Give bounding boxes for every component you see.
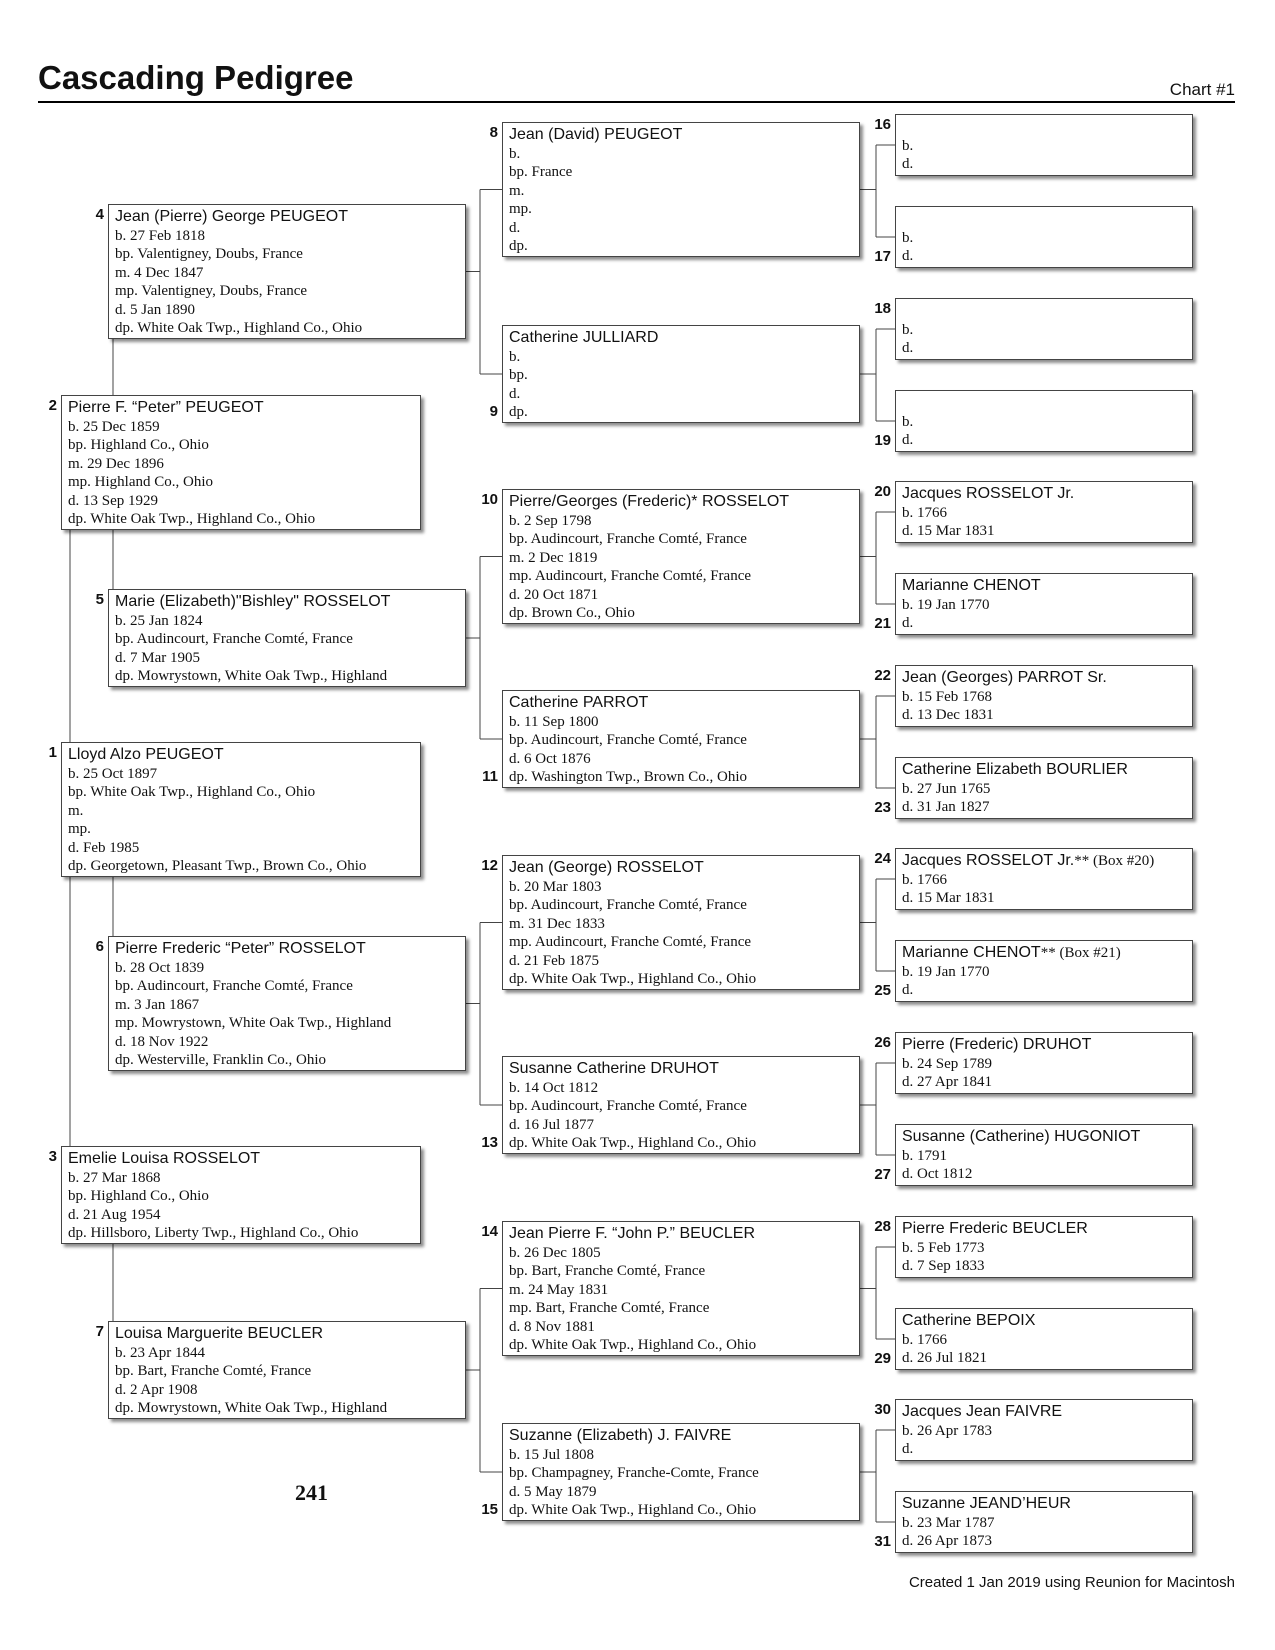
person-name-text: Emelie Louisa ROSSELOT	[68, 1150, 261, 1167]
person-detail-line: d. 6 Oct 1876	[509, 750, 591, 767]
person-detail-line: b. 25 Dec 1859	[68, 419, 160, 435]
person-detail-line: mp.	[509, 201, 532, 218]
person-name	[115, 1324, 459, 1344]
person-detail-line: d.	[902, 432, 914, 449]
person-detail-line: m.	[68, 802, 84, 819]
person-detail-line: bp. France	[509, 164, 573, 181]
person-box-30	[895, 1399, 1193, 1461]
person-box-17	[895, 206, 1193, 268]
person-name	[509, 328, 853, 348]
person-name	[902, 1402, 1186, 1422]
person-box-6	[108, 936, 466, 1071]
person-detail-line: bp. Highland Co., Ohio	[68, 437, 209, 454]
person-box-27	[895, 1124, 1193, 1186]
person-box-19	[895, 390, 1193, 452]
person-detail-line: b. 5 Feb 1773	[902, 1240, 985, 1256]
footer-created: Created 1 Jan 2019 using Reunion for Macintosh	[908, 1574, 1235, 1591]
person-name	[509, 858, 853, 878]
page-title: Cascading Pedigree	[38, 59, 354, 96]
person-detail-line: bp. Bart, Franche Comté, France	[115, 1363, 312, 1380]
person-detail-line: d. 27 Apr 1841	[902, 1074, 992, 1091]
person-detail-line: b. 19 Jan 1770	[902, 597, 990, 613]
person-name-text: Catherine PARROT	[509, 694, 649, 711]
person-box-1	[61, 742, 421, 877]
person-number: 14	[481, 1223, 498, 1240]
person-name-text: Pierre Frederic “Peter” ROSSELOT	[115, 940, 366, 957]
person-name	[509, 492, 853, 512]
person-detail-line: d.	[902, 156, 914, 173]
person-name	[902, 668, 1186, 688]
person-detail-line: b. 27 Feb 1818	[115, 228, 205, 244]
person-detail-line: bp. Valentigney, Doubs, France	[115, 246, 303, 263]
person-detail-line: dp. Hillsboro, Liberty Twp., Highland Co., Ohio	[68, 1225, 359, 1242]
person-name-text: Jean (George) ROSSELOT	[509, 859, 704, 876]
person-name	[509, 693, 853, 713]
person-name	[509, 1059, 853, 1079]
person-detail-line: b. 2 Sep 1798	[509, 513, 592, 529]
person-name-text: Catherine BEPOIX	[902, 1312, 1036, 1329]
person-number: 10	[481, 491, 498, 508]
person-box-12	[502, 855, 860, 990]
person-detail-line: b. 27 Mar 1868	[68, 1170, 161, 1186]
person-detail-line: mp. Audincourt, Franche Comté, France	[509, 934, 752, 951]
person-name	[902, 484, 1186, 504]
person-detail-line: b. 23 Apr 1844	[115, 1345, 205, 1361]
person-name-text: Catherine JULLIARD	[509, 329, 659, 346]
person-detail-line: d.	[902, 982, 914, 999]
person-detail-line: b. 11 Sep 1800	[509, 714, 599, 730]
person-detail-line: bp. White Oak Twp., Highland Co., Ohio	[68, 784, 316, 801]
person-detail-line: dp. White Oak Twp., Highland Co., Ohio	[115, 320, 363, 337]
person-number: 17	[874, 248, 891, 265]
person-detail-line: dp. White Oak Twp., Highland Co., Ohio	[68, 511, 316, 528]
page-number: 241	[295, 1480, 328, 1505]
person-number: 26	[874, 1034, 891, 1051]
person-box-5	[108, 589, 466, 687]
person-name-text: Marianne CHENOT	[902, 944, 1041, 961]
person-detail-line: b. 1766	[902, 505, 947, 521]
person-number: 7	[95, 1323, 104, 1340]
person-detail-line: b.	[902, 230, 914, 246]
person-name	[902, 943, 1186, 963]
person-detail-line: b. 26 Dec 1805	[509, 1245, 601, 1261]
person-name	[902, 1035, 1186, 1055]
person-detail-line: b. 27 Jun 1765	[902, 781, 991, 797]
person-detail-line: m.	[509, 182, 525, 199]
person-detail-line: mp. Valentigney, Doubs, France	[115, 283, 308, 300]
person-detail-line: d.	[902, 248, 914, 265]
person-name-text: Susanne Catherine DRUHOT	[509, 1060, 719, 1077]
person-detail-line: d. 8 Nov 1881	[509, 1318, 595, 1335]
person-box-21	[895, 573, 1193, 635]
person-name	[115, 939, 459, 959]
person-box-4	[108, 204, 466, 339]
person-number: 6	[95, 938, 104, 955]
person-name	[68, 745, 414, 765]
person-detail-line: b. 14 Oct 1812	[509, 1080, 599, 1096]
person-name-text: Pierre F. “Peter” PEUGEOT	[68, 399, 264, 416]
person-number: 20	[874, 483, 891, 500]
person-name-text: Jacques ROSSELOT Jr.	[902, 852, 1075, 869]
person-name	[68, 398, 414, 418]
person-detail-line: d. 13 Sep 1929	[68, 492, 158, 509]
person-detail-line: mp. Highland Co., Ohio	[68, 474, 213, 491]
person-number: 5	[95, 591, 104, 608]
person-detail-line: bp. Bart, Franche Comté, France	[509, 1263, 706, 1280]
person-number: 29	[874, 1350, 891, 1367]
person-detail-line: b. 15 Jul 1808	[509, 1447, 595, 1463]
person-name-text: Susanne (Catherine) HUGONIOT	[902, 1128, 1141, 1145]
person-detail-line: d. 13 Dec 1831	[902, 707, 994, 724]
person-detail-line: d.	[902, 1441, 914, 1458]
person-name	[115, 207, 459, 227]
person-detail-line: b. 26 Apr 1783	[902, 1423, 992, 1439]
person-box-26	[895, 1032, 1193, 1094]
person-number: 28	[874, 1218, 891, 1235]
person-detail-line: bp. Audincourt, Franche Comté, France	[115, 631, 353, 648]
person-detail-line: dp. Westerville, Franklin Co., Ohio	[115, 1052, 326, 1069]
person-name	[115, 592, 459, 612]
person-number: 19	[874, 432, 891, 449]
person-box-15	[502, 1423, 860, 1521]
person-number: 3	[48, 1148, 57, 1165]
person-number: 24	[874, 850, 891, 867]
person-box-25	[895, 940, 1193, 1002]
person-number: 12	[481, 857, 498, 874]
person-detail-line: d. Feb 1985	[68, 839, 140, 856]
person-number: 18	[874, 300, 891, 317]
chart-number: Chart #1	[1169, 80, 1235, 99]
person-number: 31	[874, 1533, 891, 1550]
person-box-18	[895, 298, 1193, 360]
person-detail-line: m. 29 Dec 1896	[68, 455, 164, 472]
person-detail-line: d. 15 Mar 1831	[902, 523, 995, 540]
person-name	[509, 125, 853, 145]
person-detail-line: bp. Audincourt, Franche Comté, France	[509, 732, 747, 749]
person-name-text: Louisa Marguerite BEUCLER	[115, 1325, 324, 1342]
person-name-text: Suzanne JEAND’HEUR	[902, 1495, 1071, 1512]
person-detail-line: b. 15 Feb 1768	[902, 689, 992, 705]
person-detail-line: b.	[509, 146, 521, 162]
person-name-text: Jean Pierre F. “John P.” BEUCLER	[509, 1225, 756, 1242]
person-detail-line: m. 3 Jan 1867	[115, 996, 200, 1013]
person-detail-line: dp. White Oak Twp., Highland Co., Ohio	[509, 1502, 757, 1519]
person-number: 30	[874, 1401, 891, 1418]
person-detail-line: bp. Audincourt, Franche Comté, France	[509, 531, 747, 548]
person-detail-line: dp. Mowrystown, White Oak Twp., Highland	[115, 1400, 388, 1417]
person-number: 13	[481, 1134, 498, 1151]
person-name-text: Lloyd Alzo PEUGEOT	[68, 746, 224, 763]
person-box-8	[502, 122, 860, 257]
person-detail-line: d. 18 Nov 1922	[115, 1033, 209, 1050]
person-detail-line: d. 26 Apr 1873	[902, 1533, 992, 1550]
person-name-text: Catherine Elizabeth BOURLIER	[902, 761, 1128, 778]
person-box-10	[502, 489, 860, 624]
person-detail-line: mp. Mowrystown, White Oak Twp., Highland	[115, 1015, 392, 1032]
person-detail-line: dp. White Oak Twp., Highland Co., Ohio	[509, 971, 757, 988]
person-box-23	[895, 757, 1193, 819]
person-name	[902, 1311, 1186, 1331]
person-box-14	[502, 1221, 860, 1356]
person-detail-line: d. 31 Jan 1827	[902, 799, 990, 816]
person-number: 25	[874, 982, 891, 999]
person-detail-line: d. Oct 1812	[902, 1166, 973, 1183]
person-detail-line: b. 23 Mar 1787	[902, 1515, 995, 1531]
person-number: 8	[489, 124, 498, 141]
person-box-28	[895, 1216, 1193, 1278]
person-name	[902, 1219, 1186, 1239]
person-detail-line: b. 25 Jan 1824	[115, 613, 203, 629]
person-detail-line: dp.	[509, 238, 528, 255]
person-name	[902, 1127, 1186, 1147]
person-name-text: Jacques Jean FAIVRE	[902, 1403, 1063, 1420]
person-detail-line: d.	[902, 615, 914, 632]
person-detail-line: bp. Audincourt, Franche Comté, France	[509, 897, 747, 914]
person-number: 2	[48, 397, 57, 414]
person-detail-line: b. 1766	[902, 872, 947, 888]
person-detail-line: mp. Audincourt, Franche Comté, France	[509, 568, 752, 585]
person-name-text: Jean (Pierre) George PEUGEOT	[115, 208, 348, 225]
person-detail-line: m. 24 May 1831	[509, 1281, 609, 1298]
person-box-22	[895, 665, 1193, 727]
person-name-text: Pierre/Georges (Frederic)* ROSSELOT	[509, 493, 790, 510]
person-detail-line: m. 31 Dec 1833	[509, 915, 605, 932]
person-detail-line: bp. Highland Co., Ohio	[68, 1188, 209, 1205]
person-detail-line: d. 16 Jul 1877	[509, 1116, 595, 1133]
person-name	[509, 1224, 853, 1244]
person-name	[902, 576, 1186, 596]
person-detail-line: d. 2 Apr 1908	[115, 1381, 198, 1398]
person-detail-line: b. 24 Sep 1789	[902, 1056, 992, 1072]
person-detail-line: dp.	[509, 404, 528, 421]
person-detail-line: m. 2 Dec 1819	[509, 549, 598, 566]
person-detail-line: dp. White Oak Twp., Highland Co., Ohio	[509, 1135, 757, 1152]
person-name-text: Pierre Frederic BEUCLER	[902, 1220, 1088, 1237]
person-box-7	[108, 1321, 466, 1419]
person-name	[509, 1426, 853, 1446]
person-detail-line: mp. Bart, Franche Comté, France	[509, 1300, 710, 1317]
person-box-16	[895, 114, 1193, 176]
person-box-3	[61, 1146, 421, 1244]
person-detail-line: dp. Georgetown, Pleasant Twp., Brown Co., Ohio	[68, 858, 367, 875]
person-detail-line: d. 15 Mar 1831	[902, 890, 995, 907]
person-detail-line: dp. Mowrystown, White Oak Twp., Highland	[115, 668, 388, 685]
person-detail-line: dp. Washington Twp., Brown Co., Ohio	[509, 769, 748, 786]
person-number: 9	[489, 403, 498, 420]
person-name-text: Marie (Elizabeth)"Bishley" ROSSELOT	[115, 593, 391, 610]
person-number: 15	[481, 1501, 498, 1518]
person-detail-line: b. 28 Oct 1839	[115, 960, 205, 976]
cross-reference-note: ** (Box #20)	[1074, 853, 1155, 869]
person-detail-line: d.	[902, 340, 914, 357]
person-detail-line: b.	[902, 414, 914, 430]
person-detail-line: d. 5 Jan 1890	[115, 301, 195, 318]
person-detail-line: b. 25 Oct 1897	[68, 766, 158, 782]
person-box-11	[502, 690, 860, 788]
person-detail-line: d. 7 Mar 1905	[115, 649, 200, 666]
person-detail-line: bp. Audincourt, Franche Comté, France	[115, 978, 353, 995]
person-name-text: Jean (David) PEUGEOT	[509, 126, 683, 143]
person-detail-line: b.	[902, 322, 914, 338]
person-number: 16	[874, 116, 891, 133]
person-detail-line: d. 5 May 1879	[509, 1483, 597, 1500]
person-detail-line: bp. Audincourt, Franche Comté, France	[509, 1098, 747, 1115]
person-detail-line: d. 21 Aug 1954	[68, 1206, 161, 1223]
person-box-31	[895, 1491, 1193, 1553]
person-detail-line: dp. Brown Co., Ohio	[509, 605, 635, 622]
person-number: 11	[482, 768, 498, 785]
person-number: 4	[95, 206, 104, 223]
person-name	[68, 1149, 414, 1169]
person-detail-line: b. 20 Mar 1803	[509, 879, 602, 895]
person-detail-line: b. 19 Jan 1770	[902, 964, 990, 980]
person-name-text: Marianne CHENOT	[902, 577, 1041, 594]
person-number: 1	[48, 744, 57, 761]
person-detail-line: b.	[509, 349, 521, 365]
person-detail-line: d.	[509, 385, 521, 402]
person-detail-line: bp.	[509, 367, 528, 384]
person-detail-line: b. 1791	[902, 1148, 947, 1164]
person-detail-line: b.	[902, 138, 914, 154]
person-box-2	[61, 395, 421, 530]
person-name-text: Jean (Georges) PARROT Sr.	[902, 669, 1107, 686]
person-box-24	[895, 848, 1193, 910]
person-name	[902, 760, 1186, 780]
person-name	[902, 851, 1186, 871]
person-detail-line: m. 4 Dec 1847	[115, 264, 204, 281]
person-name-text: Suzanne (Elizabeth) J. FAIVRE	[509, 1427, 732, 1444]
person-box-29	[895, 1308, 1193, 1370]
person-detail-line: d. 7 Sep 1833	[902, 1258, 985, 1275]
person-detail-line: d. 21 Feb 1875	[509, 952, 599, 969]
person-number: 22	[874, 667, 891, 684]
person-detail-line: dp. White Oak Twp., Highland Co., Ohio	[509, 1337, 757, 1354]
person-detail-line: mp.	[68, 821, 91, 838]
person-box-9	[502, 325, 860, 423]
person-detail-line: d. 20 Oct 1871	[509, 586, 599, 603]
person-number: 23	[874, 799, 891, 816]
cross-reference-note: ** (Box #21)	[1040, 945, 1121, 961]
person-detail-line: b. 1766	[902, 1332, 947, 1348]
person-name	[902, 1494, 1186, 1514]
person-number: 21	[874, 615, 891, 632]
person-number: 27	[874, 1166, 891, 1183]
person-detail-line: d.	[509, 219, 521, 236]
person-detail-line: bp. Champagney, Franche-Comte, France	[509, 1465, 759, 1482]
person-detail-line: d. 26 Jul 1821	[902, 1350, 988, 1367]
person-name-text: Pierre (Frederic) DRUHOT	[902, 1036, 1092, 1053]
person-box-20	[895, 481, 1193, 543]
person-name-text: Jacques ROSSELOT Jr.	[902, 485, 1075, 502]
person-box-13	[502, 1056, 860, 1154]
